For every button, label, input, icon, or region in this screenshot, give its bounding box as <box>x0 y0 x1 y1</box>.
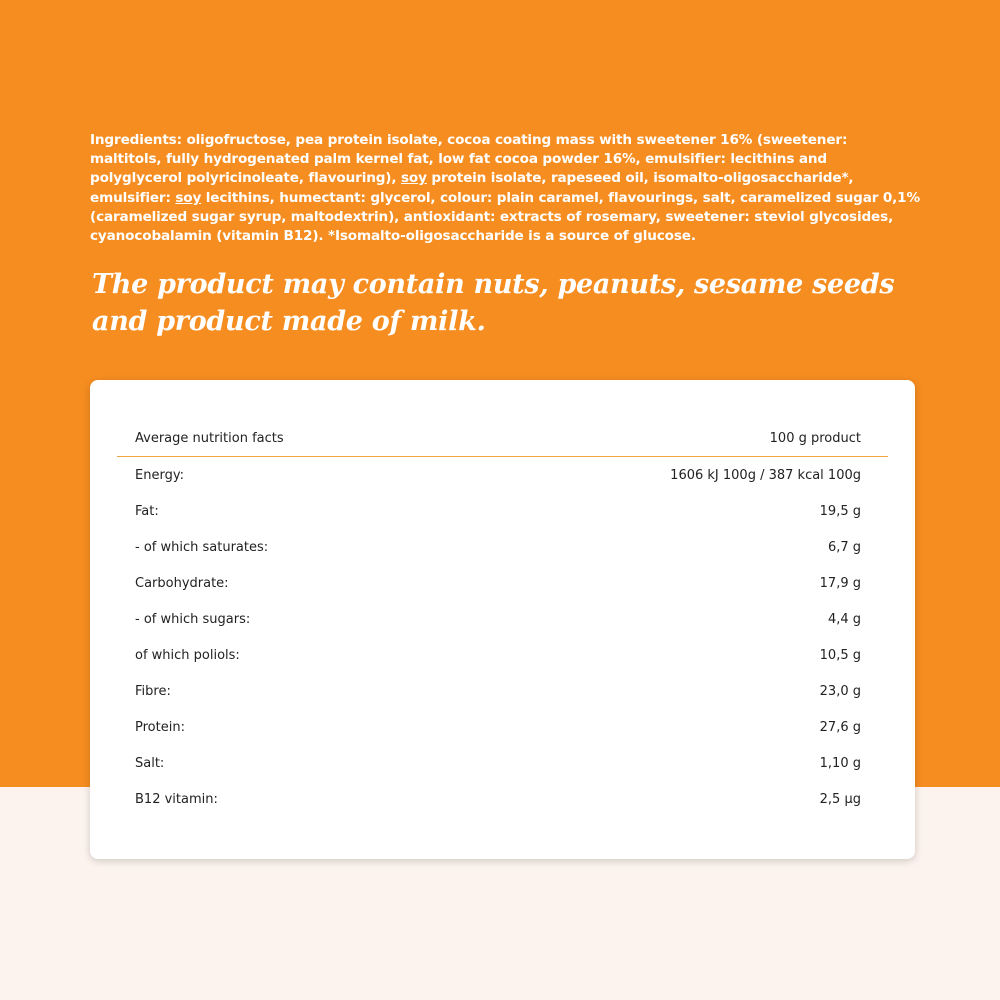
nutrient-value: 2,5 µg <box>819 791 861 807</box>
nutrient-label: Fat: <box>135 503 159 519</box>
nutrient-value: 6,7 g <box>827 539 861 555</box>
soy-allergen-1: soy <box>400 170 427 187</box>
ingredients-text <box>90 131 920 246</box>
nutrient-value: 1,10 g <box>819 755 861 771</box>
nutrition-row-salt <box>117 745 888 781</box>
nutrient-value: 23,0 g <box>819 683 861 699</box>
nutrition-row-carbohydrate <box>117 565 888 601</box>
nutrient-label: - of which saturates: <box>135 539 269 555</box>
nutrient-label: - of which sugars: <box>135 611 251 627</box>
nutrient-label: B12 vitamin: <box>135 791 218 807</box>
nutrition-row-fat <box>117 493 888 529</box>
nutrient-value: 10,5 g <box>819 647 861 663</box>
nutrient-value: 19,5 g <box>819 503 861 519</box>
nutrition-row-energy <box>117 457 888 493</box>
allergen-notice: The product may contain nuts, peanuts, sesame seeds and product made of milk. <box>92 269 895 337</box>
nutrient-label: Fibre: <box>135 683 171 699</box>
nutrition-table <box>117 420 888 817</box>
nutrient-label: of which poliols: <box>135 647 240 663</box>
nutrition-row-b12 <box>117 781 888 817</box>
soy-allergen-2: soy <box>175 189 202 206</box>
nutrient-label: Protein: <box>135 719 185 735</box>
nutrition-card <box>90 380 915 859</box>
ingredients-part-1: Ingredients: oligofructose, pea protein isolate, cocoa coating mass with sweetener 16% (sweetener: maltitols, fully hydrogenated palm kernel fat, low fat cocoa powder 16%, emulsifier: lecithins and polyglycerol polyricinoleate, flavouring), <box>90 132 848 187</box>
ingredients-part-2: protein isolate, rapeseed oil, isomalto-oligosaccharide*, emulsifier: <box>90 170 854 206</box>
nutrition-row-sugars <box>117 601 888 637</box>
nutrition-row-protein <box>117 709 888 745</box>
nutrition-row-poliols <box>117 637 888 673</box>
ingredients-part-3: lecithins, humectant: glycerol, colour: plain caramel, flavourings, salt, caramelized sugar 0,1% (caramelized sugar syrup, maltodextrin), antioxidant: extracts of rosemary, sweetener: steviol glycosides, cyanocobalamin (vitamin B12). *Isomalto-oligosaccharide is a source of glucose. <box>90 189 920 245</box>
header-value: 100 g product <box>769 430 861 446</box>
nutrition-row-saturates <box>117 529 888 565</box>
nutrient-label: Carbohydrate: <box>135 575 229 591</box>
nutrition-table-header <box>117 420 888 457</box>
nutrient-label: Salt: <box>135 755 165 771</box>
nutrient-label: Energy: <box>135 467 184 483</box>
nutrient-value: 4,4 g <box>827 611 861 627</box>
nutrient-value: 1606 kJ 100g / 387 kcal 100g <box>670 467 861 483</box>
nutrition-row-fibre <box>117 673 888 709</box>
nutrient-value: 17,9 g <box>819 575 861 591</box>
nutrient-value: 27,6 g <box>819 719 861 735</box>
header-label: Average nutrition facts <box>135 430 284 446</box>
